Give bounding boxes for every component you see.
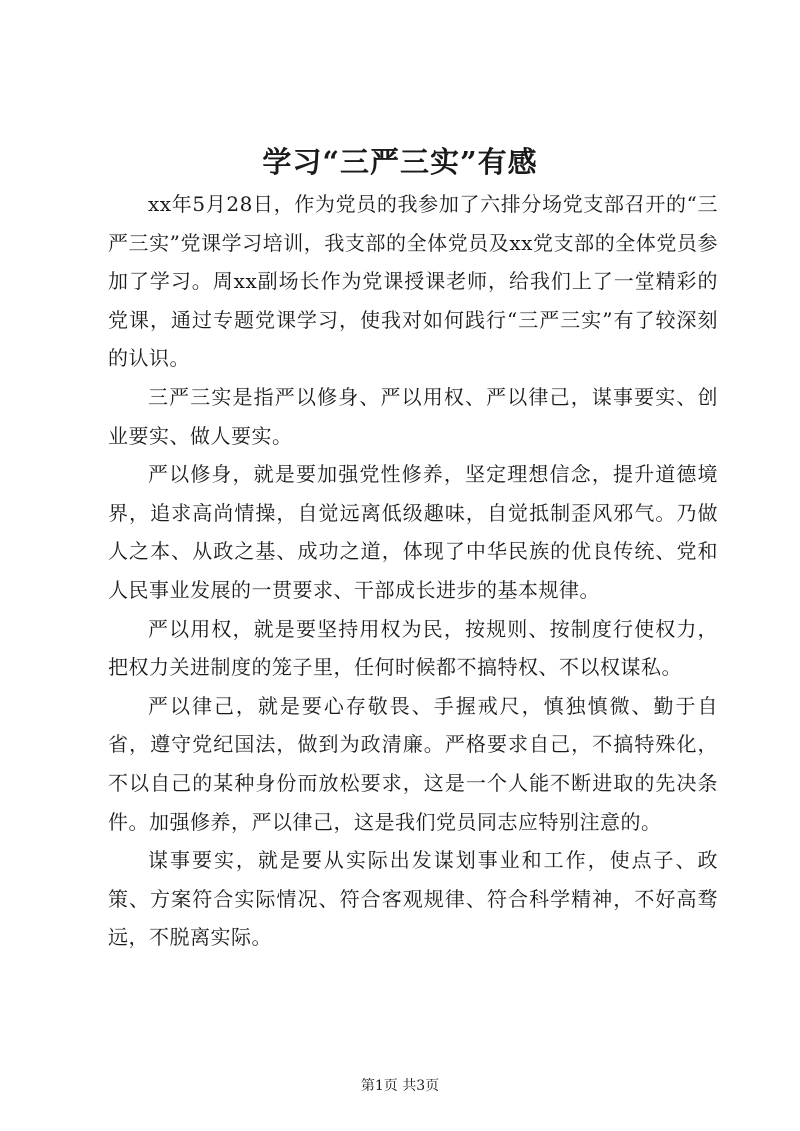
paragraph-definition: 三严三实是指严以修身、严以用权、严以律己，谋事要实、创业要实、做人要实。 xyxy=(108,384,718,448)
paragraph-self-discipline: 严以律己，就是要心存敬畏、手握戒尺，慎独慎微、勤于自省，遵守党纪国法，做到为政清廉。严格要求自己，不搞特殊化，不以自己的某种身份而放松要求，这是一个人能不断进取的先决条件。加强修养，严以律己，这是我们党员同志应特别注意的。 xyxy=(108,693,718,834)
document-title: 学习“三严三实”有感 xyxy=(262,145,538,179)
page-number-footer: 第1页 共3页 xyxy=(360,1078,440,1094)
document-body xyxy=(108,185,718,957)
paragraph-use-of-power: 严以用权，就是要坚持用权为民，按规则、按制度行使权力，把权力关进制度的笼子里，任何时候都不搞特权、不以权谋私。 xyxy=(108,616,718,680)
paragraph-practical-planning: 谋事要实，就是要从实际出发谋划事业和工作，使点子、政策、方案符合实际情况、符合客观规律、符合科学精神，不好高骛远，不脱离实际。 xyxy=(108,848,718,950)
paragraph-intro: xx年5月28日，作为党员的我参加了六排分场党支部召开的“三严三实”党课学习培训，我支部的全体党员及xx党支部的全体党员参加了学习。周xx副场长作为党课授课老师，给我们上了一堂精彩的党课，通过专题党课学习，使我对如何践行“三严三实”有了较深刻的认识。 xyxy=(108,192,718,371)
paragraph-self-cultivation: 严以修身，就是要加强党性修养，坚定理想信念，提升道德境界，追求高尚情操，自觉远离低级趣味，自觉抵制歪风邪气。乃做人之本、从政之基、成功之道，体现了中华民族的优良传统、党和人民事业发展的一贯要求、干部成长进步的基本规律。 xyxy=(108,462,718,602)
